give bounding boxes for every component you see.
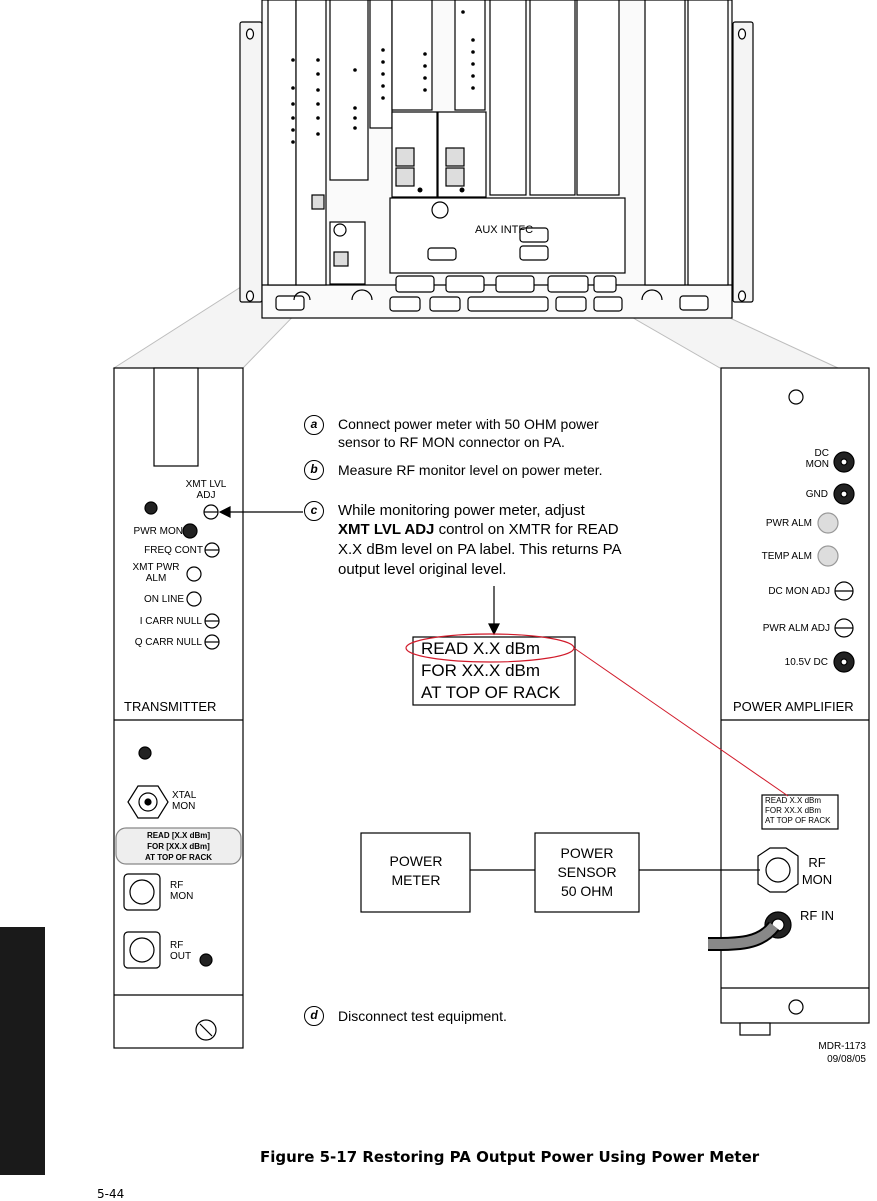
page-number: 5-44	[97, 1187, 125, 1201]
power-meter-label: POWER METER	[389, 853, 443, 888]
i-carr-null-label: I CARR NULL	[139, 616, 202, 627]
tx-rf-mon-label: RF MON	[170, 880, 194, 902]
tx-rf-out-label: RF OUT	[170, 940, 192, 962]
aux-intfc-label: AUX INTFC	[475, 224, 534, 236]
xmt-pwr-alm-led	[187, 567, 201, 581]
on-line-led	[187, 592, 201, 606]
step-b-marker: b	[304, 460, 324, 480]
step-c-line-2-rest: control on XMTR for READ	[434, 521, 619, 538]
pwr-alm-adj-label: PWR ALM ADJ	[762, 623, 830, 634]
temp-alm-led	[818, 546, 838, 566]
v10-5-dc-label: 10.5V DC	[784, 657, 828, 668]
section-tab	[0, 927, 45, 1175]
callout-line-2: FOR XX.X dBm	[421, 661, 541, 680]
pa-label-line-3: AT TOP OF RACK	[765, 816, 831, 825]
temp-alm-label: TEMP ALM	[761, 551, 812, 562]
freq-cont-label: FREQ CONT	[144, 545, 203, 556]
pa-label-line-1: READ X.X dBm	[765, 796, 822, 805]
xmt-pwr-alm-label: XMT PWR ALM	[132, 562, 180, 584]
callout-line-1: READ X.X dBm	[421, 639, 541, 658]
xmt-lvl-adj-label: XMT LVL ADJ	[185, 479, 227, 501]
gnd-label: GND	[805, 489, 828, 500]
dc-mon-adj-label: DC MON ADJ	[768, 586, 830, 597]
pwr-mon-label: PWR MON	[133, 526, 183, 537]
step-c-line-2	[338, 521, 619, 539]
pwr-alm-label: PWR ALM	[765, 518, 812, 529]
transmitter-label-line-1: READ [X.X dBm]	[146, 831, 211, 840]
step-c-bold: XMT LVL ADJ	[338, 521, 435, 538]
figure-caption: Figure 5-17 Restoring PA Output Power Using Power Meter	[260, 1148, 760, 1166]
equipment-rack	[240, 0, 753, 318]
transmitter-label-line-2: FOR [XX.X dBm]	[147, 842, 210, 851]
dc-mon-label: DC MON	[805, 448, 829, 470]
pwr-mon-jack	[183, 524, 197, 538]
power-amplifier-title: POWER AMPLIFIER	[733, 699, 854, 714]
step-c-line-1: While monitoring power meter, adjust	[338, 502, 585, 519]
step-a-line-2: sensor to RF MON connector on PA.	[338, 434, 565, 450]
step-a-marker: a	[304, 415, 324, 435]
pa-rf-in-label: RF IN	[800, 908, 834, 923]
xtal-mon-label: XTAL MON	[172, 790, 196, 812]
step-b-line-1: Measure RF monitor level on power meter.	[338, 462, 603, 478]
transmitter-label-line-3: AT TOP OF RACK	[144, 853, 213, 862]
step-d-line-1: Disconnect test equipment.	[338, 1008, 507, 1024]
step-c-line-4: output level original level.	[338, 561, 507, 578]
drawing-date: 09/08/05	[827, 1054, 866, 1065]
pa-label-line-2: FOR XX.X dBm	[765, 806, 822, 815]
step-d-marker: d	[304, 1006, 324, 1026]
drawing-number: MDR-1173	[818, 1041, 866, 1052]
transmitter-title: TRANSMITTER	[124, 699, 217, 714]
q-carr-null-label: Q CARR NULL	[134, 637, 202, 648]
callout-line-3: AT TOP OF RACK	[421, 683, 561, 702]
step-c-marker: c	[304, 501, 324, 521]
power-sensor-label: POWER SENSOR 50 OHM	[557, 845, 617, 899]
step-a-line-1: Connect power meter with 50 OHM power	[338, 416, 599, 432]
pa-rf-mon-label: RF MON	[801, 855, 833, 887]
step-c-line-3: X.X dBm level on PA label. This returns PA	[338, 541, 622, 558]
on-line-label: ON LINE	[143, 594, 184, 605]
pwr-alm-led	[818, 513, 838, 533]
